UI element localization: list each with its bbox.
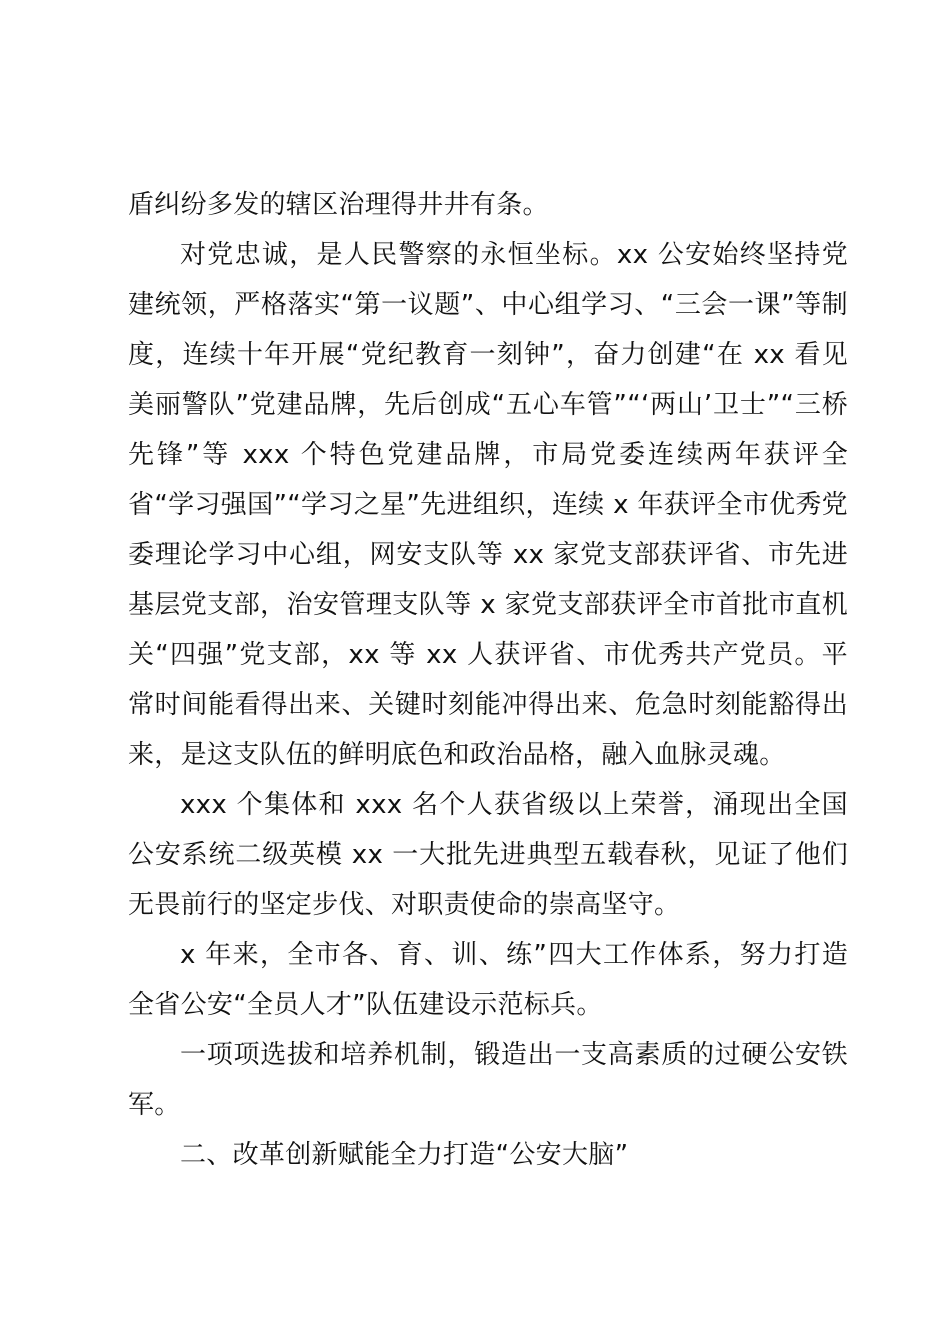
paragraph-party-loyalty: 对党忠诚，是人民警察的永恒坐标。xx 公安始终坚持党建统领，严格落实“第一议题”、中心组学习、“三会一课”等制度，连续十年开展“党纪教育一刻钟”，奋力创建“在 xx 看见美丽警队”党建品牌，先后创成“五心车管”“‘两山’卫士”“三桥先锋”等 xxx 个特色党建品牌，市局党委连续两年获评全省“学习强国”“学习之星”先进组织，连续 x 年获评全市优秀党委理论学习中心组，网安支队等 xx 家党支部获评省、市先进基层党支部，治安管理支队等 x 家党支部获评全市首批市直机关“四强”党支部，xx 等 xx 人获评省、市优秀共产党员。平常时间能看得出来、关键时刻能冲得出来、危急时刻能豁得出来，是这支队伍的鲜明底色和政治品格，融入血脉灵魂。 [128, 240, 848, 770]
paragraph-selection-mechanism: 一项项选拔和培养机制，锻造出一支高素质的过硬公安铁军。 [128, 1040, 848, 1120]
document-body [128, 180, 848, 1180]
paragraph-honors: xxx 个集体和 xxx 名个人获省级以上荣誉，涌现出全国公安系统二级英模 xx 一大批先进典型五载春秋，见证了他们无畏前行的坚定步伐、对职责使命的崇高坚守。 [128, 790, 848, 920]
paragraph-talent-system: x 年来，全市各、育、训、练”四大工作体系，努力打造全省公安“全员人才”队伍建设示范标兵。 [128, 940, 848, 1020]
paragraph-continuation: 盾纠纷多发的辖区治理得井井有条。 [128, 190, 549, 220]
section-heading-reform: 二、改革创新赋能全力打造“公安大脑” [180, 1140, 629, 1170]
